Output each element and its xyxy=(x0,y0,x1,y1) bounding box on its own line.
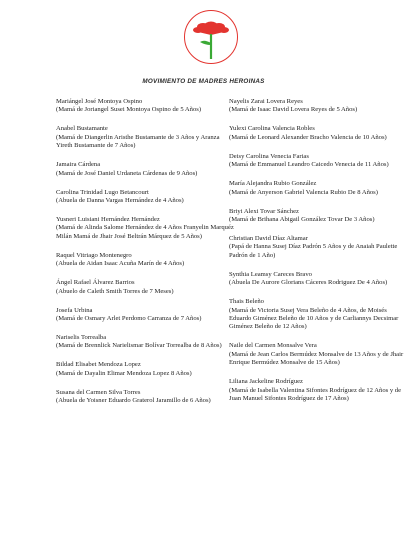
carnation-flower-icon xyxy=(183,9,239,65)
right-column xyxy=(229,98,407,414)
entry-detail: (Mamá de Anyerson Gabriel Valencia Rubio De 8 Años) xyxy=(229,188,378,196)
entry-detail: (Mamá de Diangerlin Aristhe Bustamante de 3 Años y Aranza Yireth Bustamante de 7 Años) xyxy=(56,133,220,150)
entry-detail: (Mamá de Emmanuel Leandro Caicedo Venecia de 11 Años) xyxy=(229,161,389,169)
entry-name: Yusneri Luisiani Hernández Hernández xyxy=(56,216,160,224)
list-item xyxy=(229,378,407,403)
entry-name: Susana del Carmen Silva Torres xyxy=(56,388,141,396)
list-item xyxy=(56,361,234,378)
organization-title: MOVIMIENTO DE MADRES HEROINAS xyxy=(142,78,265,85)
entry-detail: (Mamá de Brihana Abigail González Tovar De 3 Años) xyxy=(229,216,375,224)
list-item xyxy=(56,161,234,178)
list-item xyxy=(229,342,407,367)
entry-detail: (Mamá de Isaac David Lovera Reyes de 5 Años) xyxy=(229,106,358,114)
left-column xyxy=(56,98,234,416)
entry-detail: (Mamá de Jean Carlos Bermúdez Monsalve de 13 Años y de Jhair Enrique Bermúdez Monsalve de 15 Años) xyxy=(229,350,404,367)
entry-name: Liliana Jackeline Rodríguez xyxy=(229,378,303,386)
entry-detail: (Mamá de Leonard Alexander Bracho Valencia de 10 Años) xyxy=(229,133,387,141)
entry-detail: (Mamá de Brennlick Narielismar Bolívar Torrealba de 8 Años) xyxy=(56,342,222,350)
list-item xyxy=(56,252,234,269)
entry-detail: (Mamá de Joriangel Susei Montoya Ospino de 5 Años) xyxy=(56,106,202,114)
entry-name: Carolina Trinidad Lugo Betancourt xyxy=(56,188,149,196)
entry-name: Anabel Bustamante xyxy=(56,125,108,133)
list-item xyxy=(56,189,234,206)
entry-detail: (Abuelo de Caleth Smith Torres de 7 Meses) xyxy=(56,287,174,295)
list-item xyxy=(229,298,407,332)
entry-name: Nayelis Zarai Lovera Reyes xyxy=(229,98,303,105)
entry-name: Yulexi Carolina Valencia Robles xyxy=(229,125,315,133)
list-item xyxy=(56,334,234,351)
entry-name: Raquel Vitriago Montenegro xyxy=(56,251,132,259)
list-item xyxy=(229,208,407,225)
entry-detail: (Mamá de Osmary Arlet Perdomo Carranza de 7 Años) xyxy=(56,315,202,323)
list-item xyxy=(229,235,407,260)
entry-name: Synthia Leamsy Careces Bravo xyxy=(229,270,312,278)
entry-name: Naile del Carmen Monsalve Vera xyxy=(229,342,317,350)
entry-detail: (Abuela de Danna Vargas Hernández de 4 Años) xyxy=(56,197,184,205)
list-item xyxy=(56,98,234,115)
entry-detail: (Abuela de Aidan Isaac Acuña Marín de 4 Años) xyxy=(56,260,185,268)
entry-name: Thais Beleño xyxy=(229,298,264,306)
entry-detail: (Papá de Hanna Susej Díaz Padrón 5 Años y de Anaiah Paulette Padrón de 1 Año) xyxy=(229,243,398,259)
list-item xyxy=(229,98,407,115)
list-item xyxy=(229,125,407,142)
entry-name: Josefa Urbina xyxy=(56,306,93,314)
entry-detail: (Abuela de Yoisner Eduardo Graterol Jaramillo de 6 Años) xyxy=(56,397,211,405)
list-item xyxy=(229,271,407,288)
entry-name: Mariángel José Montoya Ospino xyxy=(56,98,143,105)
entry-name: Briyi Alexi Tovar Sánchez xyxy=(229,207,299,215)
entry-detail: (Mamá de José Daniel Urdaneta Cárdenas de 9 Años) xyxy=(56,169,198,177)
entry-detail: (Mamá de Alinda Salome Hernández de 4 Años Franyelin Marquéz Milán Mamá de Jhair José Beltrán Márquez de 5 Años) xyxy=(56,224,234,240)
entry-detail: (Mamá de Dayalin Elimar Mendoza Lopez 8 Años) xyxy=(56,369,192,377)
list-item xyxy=(56,216,234,241)
entry-name: Christian David Díaz Altamar xyxy=(229,235,308,243)
entry-detail: (Mamá de Victoria Susej Vera Beleño de 4 Años, de Moisés Eduardo Giménez Beleño de 10 Años y de Carliannys Decsimar Giménez Beleño de 12 Años) xyxy=(229,306,399,331)
list-item xyxy=(56,389,234,406)
entry-name: Deisy Carolina Venecia Farias xyxy=(229,152,309,160)
list-item xyxy=(56,307,234,324)
entry-name: Bildad Elisabet Mendoza Lopez xyxy=(56,361,141,369)
entry-name: Jamaira Cárdena xyxy=(56,161,101,169)
list-item xyxy=(56,279,234,296)
entry-detail: (Mamá de Isabella Valentina Sifontes Rodríguez de 12 Años y de Juan Manuel Sifontes Rodríguez de 17 Años) xyxy=(229,386,402,403)
list-item xyxy=(229,153,407,170)
list-item xyxy=(229,180,407,197)
entry-name: Nariselis Torrealba xyxy=(56,334,107,342)
entry-name: María Alejandra Rubio González xyxy=(229,180,317,188)
entry-detail: (Abuela De Aurore Glorians Cáceres Rodriguez De 4 Años) xyxy=(229,279,388,287)
list-item xyxy=(56,125,234,150)
entry-name: Ángel Rafael Álvarez Barrios xyxy=(56,279,135,287)
